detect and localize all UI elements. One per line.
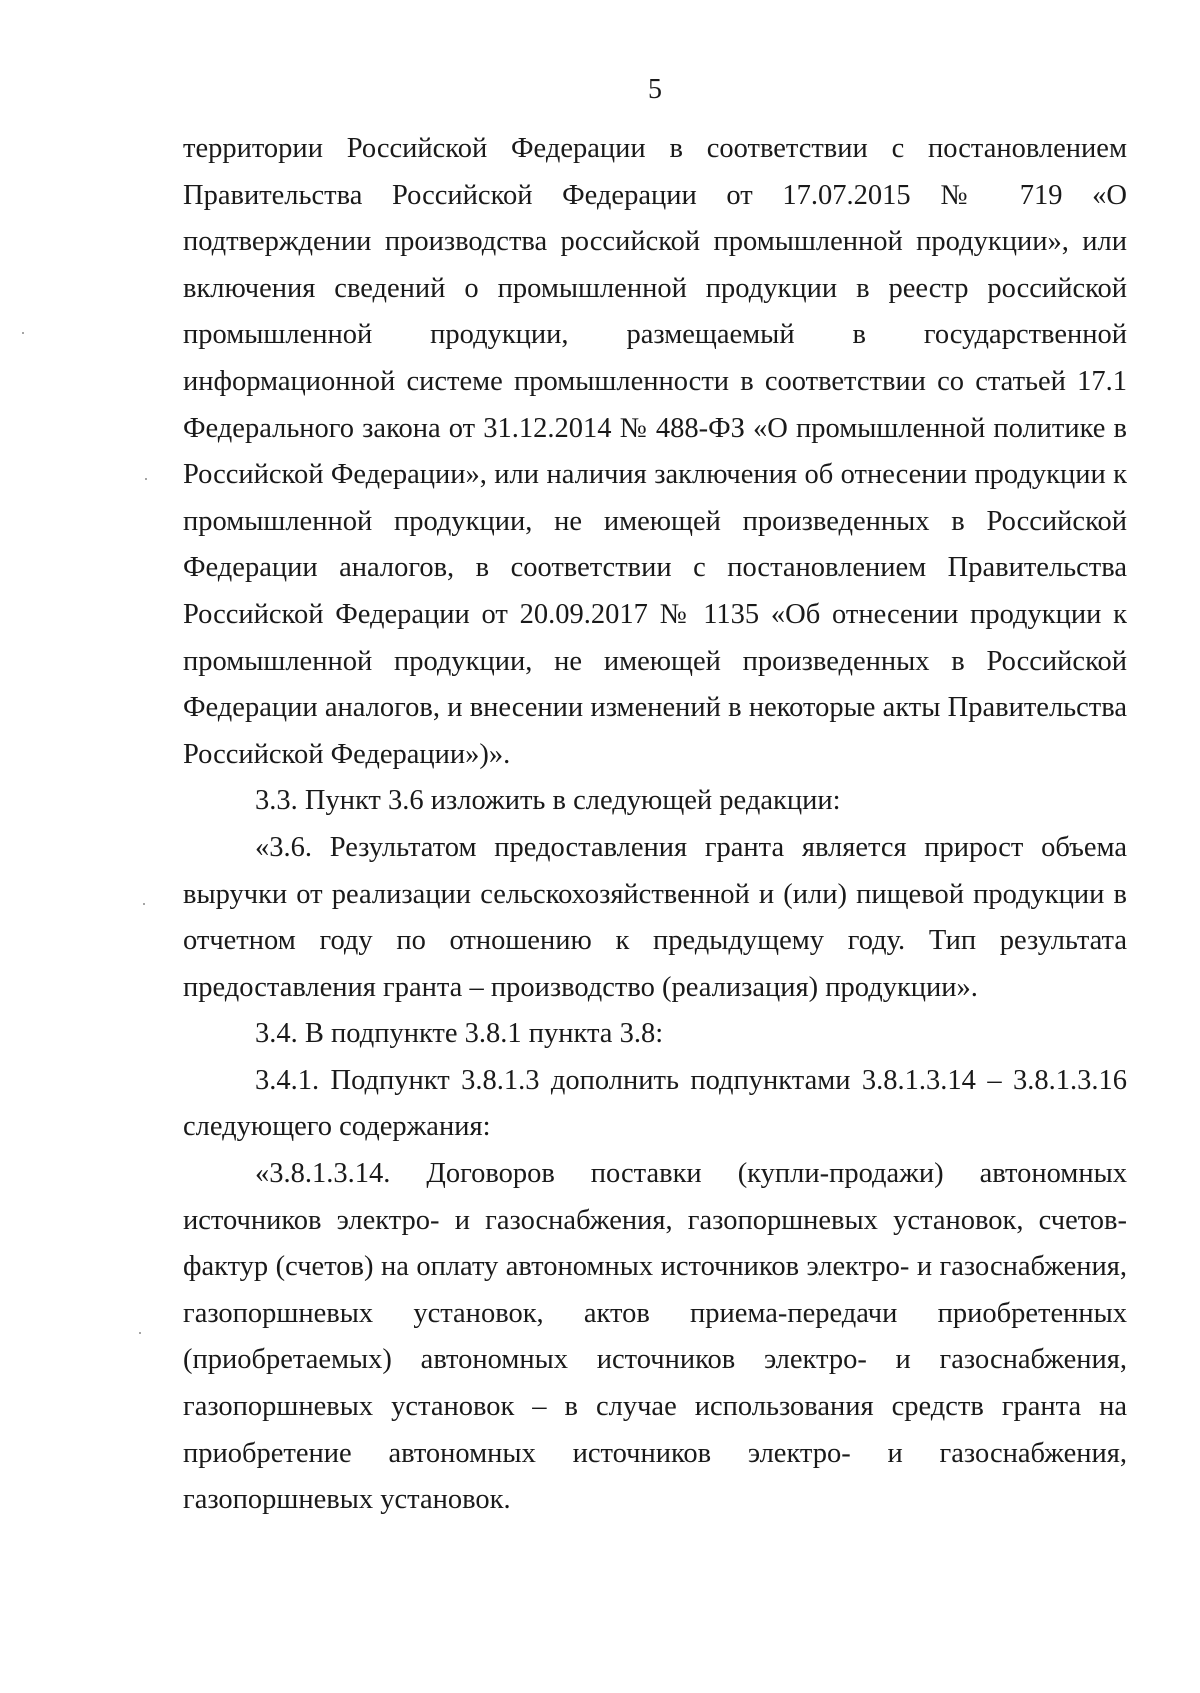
paragraph-item-3-6: «3.6. Результатом предоставления гранта является прирост объема выручки от реализации сельскохозяйственной и (или) пищевой продукции в отчетном году по отношению к предыдущему году. Тип результата предоставления гранта – производство (реализация) продукции».	[183, 831, 1127, 1003]
page-number: 5	[648, 74, 662, 105]
paragraph-item-3-8-1-3-14: «3.8.1.3.14. Договоров поставки (купли-продажи) автономных источников электро- и газоснабжения, газопоршневых установок, счетов-фактур (счетов) на оплату автономных источников электро- и газоснабжения, газопоршневых установок, актов приема-передачи приобретенных (приобретаемых) автономных источников электро- и газоснабжения, газопоршневых установок – в случае использования средств гранта на приобретение автономных источников электро- и газоснабжения, газопоршневых установок.	[183, 1158, 1127, 1516]
scan-speck	[143, 903, 145, 905]
document-body	[183, 126, 1127, 1524]
scan-speck	[22, 332, 24, 334]
paragraph-continuation: территории Российской Федерации в соответствии с постановлением Правительства Российской Федерации от 17.07.2015 № 719 «О подтверждении производства российской промышленной продукции», или включения сведений о промышленной продукции в реестр российской промышленной продукции, размещаемый в государственной информационной системе промышленности в соответствии со статьей 17.1 Федерального закона от 31.12.2014 № 488-ФЗ «О промышленной политике в Российской Федерации», или наличия заключения об отнесении продукции к промышленной продукции, не имеющей произведенных в Российской Федерации аналогов, в соответствии с постановлением Правительства Российской Федерации от 20.09.2017 № 1135 «Об отнесении продукции к промышленной продукции, не имеющей произведенных в Российской Федерации аналогов, и внесении изменений в некоторые акты Правительства Российской Федерации»)».	[183, 133, 1127, 770]
paragraph-item-3-3: 3.3. Пункт 3.6 изложить в следующей редакции:	[255, 785, 841, 817]
paragraph-item-3-4: 3.4. В подпункте 3.8.1 пункта 3.8:	[255, 1018, 664, 1050]
scan-speck	[145, 478, 147, 480]
paragraph-item-3-4-1: 3.4.1. Подпункт 3.8.1.3 дополнить подпунктами 3.8.1.3.14 – 3.8.1.3.16 следующего содержания:	[183, 1064, 1127, 1143]
scan-speck	[139, 1332, 141, 1334]
